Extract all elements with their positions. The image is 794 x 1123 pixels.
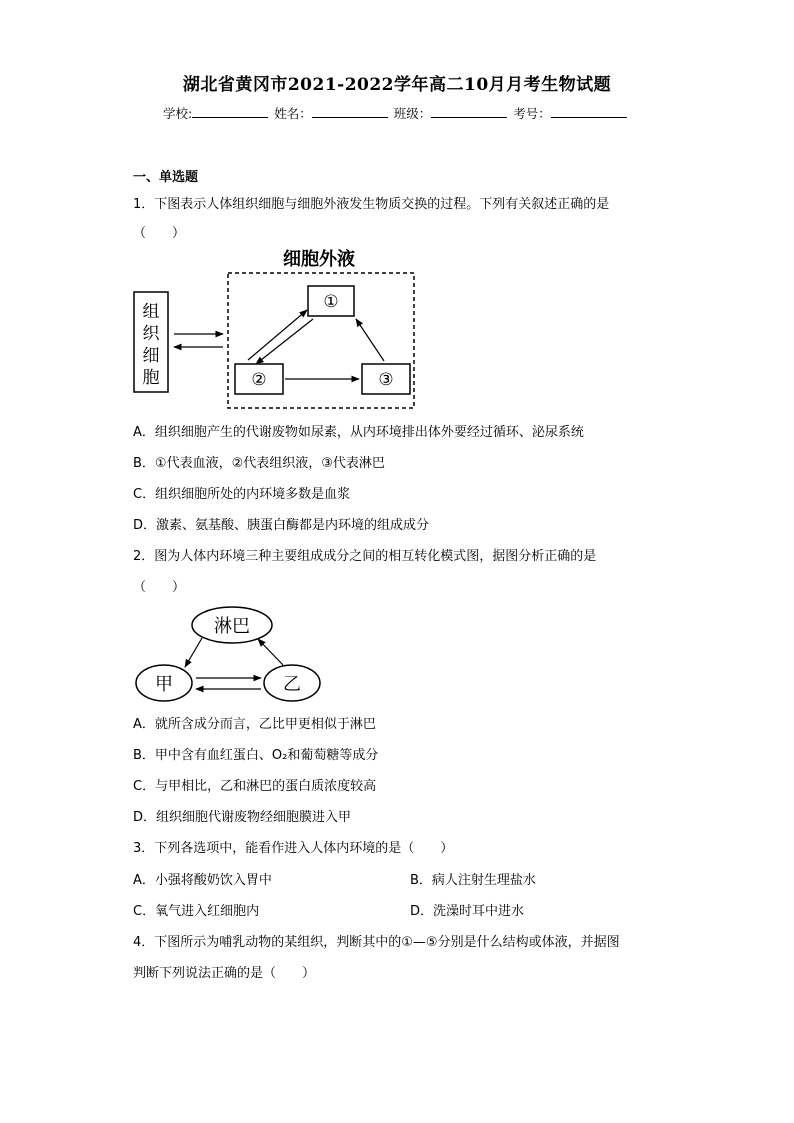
q2-option-a: A．就所含成分而言，乙比甲更相似于淋巴	[133, 717, 376, 732]
node3-to-node1-arrow	[356, 319, 384, 361]
section-heading: 一、单选题	[133, 170, 199, 185]
q1-figure-title: 细胞外液	[283, 249, 355, 270]
node2-to-node1-arrow	[248, 310, 307, 360]
q1-figure	[130, 240, 430, 412]
q1-option-a: A．组织细胞产生的代谢废物如尿素，从内环境排出体外要经过循环、泌尿系统	[133, 425, 584, 440]
node-2-label: ②	[251, 370, 267, 390]
q3-stem: 3．下列各选项中，能看作进入人体内环境的是（ ）	[133, 841, 454, 856]
tissue-cell-char-3: 细	[142, 346, 160, 366]
number-blank[interactable]	[551, 105, 627, 118]
q4-stem: 4．下图所示为哺乳动物的某组织，判断其中的①—⑤分别是什么结构或体液，并据图	[133, 935, 620, 950]
q3-option-c: C．氧气进入红细胞内	[133, 904, 260, 919]
jia-label: 甲	[155, 674, 173, 695]
name-label: 姓名：	[274, 106, 312, 121]
q2-option-c: C．与甲相比，乙和淋巴的蛋白质浓度较高	[133, 779, 377, 794]
page-title: 湖北省黄冈市2021-2022学年高二10月月考生物试题	[182, 75, 612, 95]
q1-stem: 1．下图表示人体组织细胞与细胞外液发生物质交换的过程。下列有关叙述正确的是	[133, 197, 610, 212]
q3-option-d: D．洗澡时耳中进水	[410, 904, 525, 919]
q2-option-b: B．甲中含有血红蛋白、O₂和葡萄糖等成分	[133, 748, 379, 763]
school-label: 学校:	[163, 106, 193, 121]
tissue-cell-char-4: 胞	[142, 368, 160, 388]
q3-option-a: A．小强将酸奶饮入胃中	[133, 873, 272, 888]
tissue-cell-char-1: 组	[142, 302, 160, 322]
q2-stem: 2．图为人体内环境三种主要组成成分之间的相互转化模式图，据图分析正确的是	[133, 549, 597, 564]
class-label: 班级：	[393, 106, 432, 121]
school-blank[interactable]	[192, 105, 268, 118]
q4-stem-cont: 判断下列说法正确的是（ ）	[133, 966, 316, 981]
q3-option-b: B．病人注射生理盐水	[410, 873, 536, 888]
node-1-label: ①	[323, 292, 339, 312]
q2-option-d: D．组织细胞代谢废物经细胞膜进入甲	[133, 810, 352, 825]
class-blank[interactable]	[431, 105, 507, 118]
lymph-label: 淋巴	[214, 616, 250, 637]
q2-figure	[130, 603, 330, 705]
q1-option-c: C．组织细胞所处的内环境多数是血浆	[133, 487, 351, 502]
student-info-row	[163, 104, 629, 122]
node1-to-node2-arrow	[256, 319, 313, 364]
tissue-cell-char-2: 织	[142, 324, 160, 344]
q1-option-b: B．①代表血液，②代表组织液，③代表淋巴	[133, 456, 385, 471]
node-3-label: ③	[378, 370, 394, 390]
q1-option-d: D．激素、氨基酸、胰蛋白酶都是内环境的组成成分	[133, 518, 430, 533]
name-blank[interactable]	[312, 105, 388, 118]
q2-paren: （ ）	[133, 580, 186, 595]
lymph-to-jia-arrow	[185, 638, 202, 667]
yi-label: 乙	[283, 674, 301, 695]
number-label: 考号：	[513, 106, 551, 121]
q1-paren: （ ）	[133, 226, 186, 241]
yi-to-lymph-arrow	[258, 639, 283, 665]
